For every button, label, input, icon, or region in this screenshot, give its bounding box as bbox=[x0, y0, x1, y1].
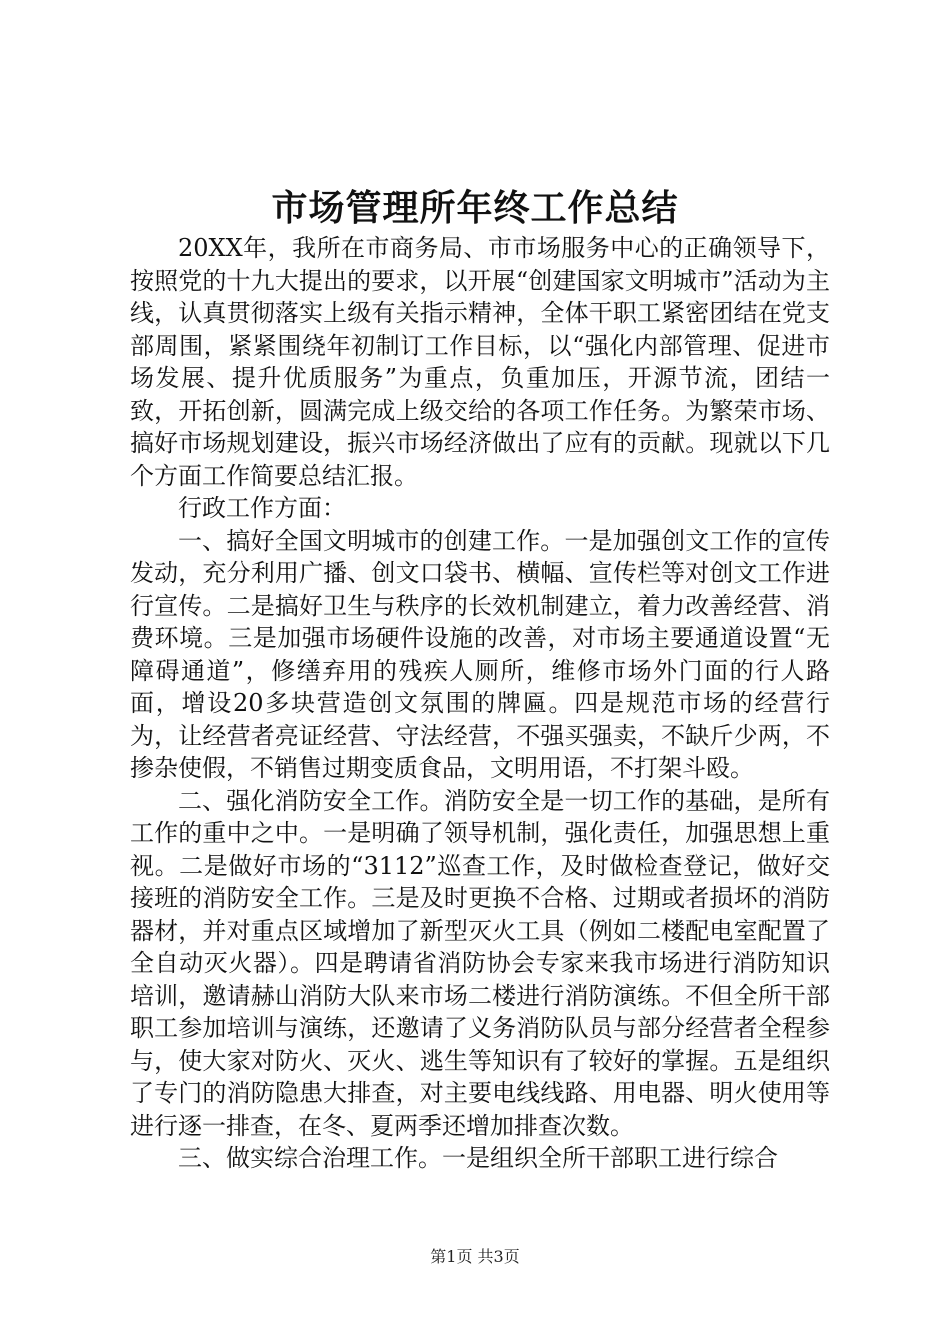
page-number-footer: 第1页 共3页 bbox=[430, 1247, 520, 1266]
paragraph-item-one: 一、搞好全国文明城市的创建工作。一是加强创文工作的宣传发动，充分利用广播、创文口袋书、横幅、宣传栏等对创文工作进行宣传。二是搞好卫生与秩序的长效机制建立，着力改善经营、消费环境。三是加强市场硬件设施的改善，对市场主要通道设置“无障碍通道”，修缮弃用的残疾人厕所，维修市场外门面的行人路面，增设20多块营造创文氛围的牌匾。四是规范市场的经营行为，让经营者亮证经营、守法经营，不强买强卖，不缺斤少两，不掺杂使假，不销售过期变质食品，文明用语，不打架斗殴。 bbox=[130, 526, 830, 782]
document-body bbox=[130, 232, 830, 1175]
paragraph-item-three: 三、做实综合治理工作。一是组织全所干部职工进行综合 bbox=[178, 1144, 778, 1172]
paragraph-intro: 20XX年，我所在市商务局、市市场服务中心的正确领导下，按照党的十九大提出的要求，以开展“创建国家文明城市”活动为主线，认真贯彻落实上级有关指示精神，全体干职工紧密团结在党支部周围，紧紧围绕年初制订工作目标，以“强化内部管理、促进市场发展、提升优质服务”为重点，负重加压，开源节流，团结一致，开拓创新，圆满完成上级交给的各项工作任务。为繁荣市场、搞好市场规划建设，振兴市场经济做出了应有的贡献。现就以下几个方面工作简要总结汇报。 bbox=[130, 234, 830, 490]
document-title: 市场管理所年终工作总结 bbox=[271, 187, 679, 229]
paragraph-section-heading: 行政工作方面： bbox=[178, 494, 346, 522]
paragraph-item-two: 二、强化消防安全工作。消防安全是一切工作的基础，是所有工作的重中之中。一是明确了领导机制，强化责任，加强思想上重视。二是做好市场的“3112”巡查工作，及时做检查登记，做好交接班的消防安全工作。三是及时更换不合格、过期或者损坏的消防器材，并对重点区域增加了新型灭火工具（例如二楼配电室配置了全自动灭火器）。四是聘请省消防协会专家来我市场进行消防知识培训，邀请赫山消防大队来市场二楼进行消防演练。不但全所干部职工参加培训与演练，还邀请了义务消防队员与部分经营者全程参与，使大家对防火、灭火、逃生等知识有了较好的掌握。五是组织了专门的消防隐患大排查，对主要电线线路、用电器、明火使用等进行逐一排查，在冬、夏两季还增加排查次数。 bbox=[130, 786, 830, 1140]
